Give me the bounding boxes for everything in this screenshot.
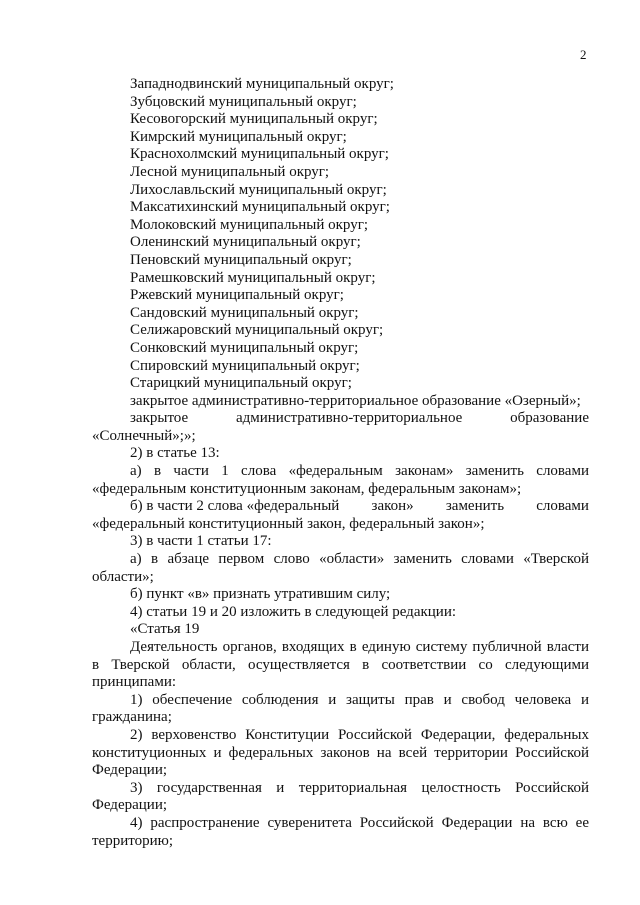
district-item: Селижаровский муниципальный округ; — [130, 322, 384, 339]
district-item: Лихославльский муниципальный округ; — [130, 181, 387, 198]
item-2b-line1 — [92, 498, 589, 516]
district-item: Максатихинский муниципальный округ; — [130, 199, 390, 216]
district-item: Оленинский муниципальный округ; — [130, 234, 361, 251]
word: административно-территориальное — [235, 410, 463, 427]
zato-solnechny-line1 — [92, 410, 589, 428]
district-item: Сандовский муниципальный округ; — [130, 304, 359, 321]
district-item: Молоковский муниципальный округ; — [130, 216, 369, 233]
word: словами — [536, 498, 589, 515]
district-item: Зубцовский муниципальный округ; — [130, 93, 357, 110]
article-heading: «Статья 19 — [130, 621, 200, 638]
item-2b-line2: «федеральный конституционный закон, федеральный закон»; — [92, 515, 485, 532]
word: закон» — [371, 498, 414, 515]
district-item: Краснохолмский муниципальный округ; — [130, 146, 389, 163]
zato-solnechny-line2: «Солнечный»;»; — [92, 427, 196, 444]
zato-ozerny: закрытое административно-территориальное образование «Озерный»; — [130, 392, 581, 409]
district-item: Западнодвинский муниципальный округ; — [130, 76, 394, 92]
district-item: Сонковский муниципальный округ; — [130, 339, 359, 356]
principle-item: 2) верховенство Конституции Российской Федерации, федеральных конституционных и федеральных законов на всей территории Российской Федерации; — [92, 726, 589, 779]
activity-paragraph: Деятельность органов, входящих в единую систему публичной власти в Тверской области, осуществляется в соответствии со следующими принципами: — [92, 639, 589, 691]
principle-item: 4) распространение суверенитета Российской Федерации на всю ее территорию; — [92, 814, 589, 849]
district-item: Кесовогорский муниципальный округ; — [130, 111, 378, 128]
district-item: Спировский муниципальный округ; — [130, 357, 360, 374]
item-3: 3) в части 1 статьи 17: — [130, 533, 272, 550]
word: б) в части 2 слова «федеральный — [130, 498, 340, 515]
district-item: Пеновский муниципальный округ; — [130, 251, 352, 268]
district-item: Старицкий муниципальный округ; — [130, 375, 352, 392]
principle-item: 3) государственная и территориальная целостность Российской Федерации; — [92, 779, 589, 814]
document-body — [92, 76, 589, 850]
word: закрытое — [130, 410, 189, 427]
word: образование — [510, 410, 589, 427]
page-number: 2 — [580, 47, 587, 62]
item-3b: б) пункт «в» признать утратившим силу; — [130, 586, 391, 603]
district-item: Ржевский муниципальный округ; — [130, 287, 344, 304]
item-3a: а) в абзаце первом слово «области» заменить словами «Тверской области»; — [92, 551, 589, 585]
item-4: 4) статьи 19 и 20 изложить в следующей редакции: — [130, 603, 457, 620]
district-item: Кимрский муниципальный округ; — [130, 128, 347, 145]
district-item: Рамешковский муниципальный округ; — [130, 269, 376, 286]
principle-item: 1) обеспечение соблюдения и защиты прав и свобод человека и гражданина; — [92, 691, 589, 726]
word: заменить — [445, 498, 505, 515]
item-2a: а) в части 1 слова «федеральным законам» заменить словами «федеральным конституционным законам, федеральным законам»; — [92, 463, 589, 497]
item-2: 2) в статье 13: — [130, 445, 220, 462]
district-item: Лесной муниципальный округ; — [130, 163, 330, 180]
